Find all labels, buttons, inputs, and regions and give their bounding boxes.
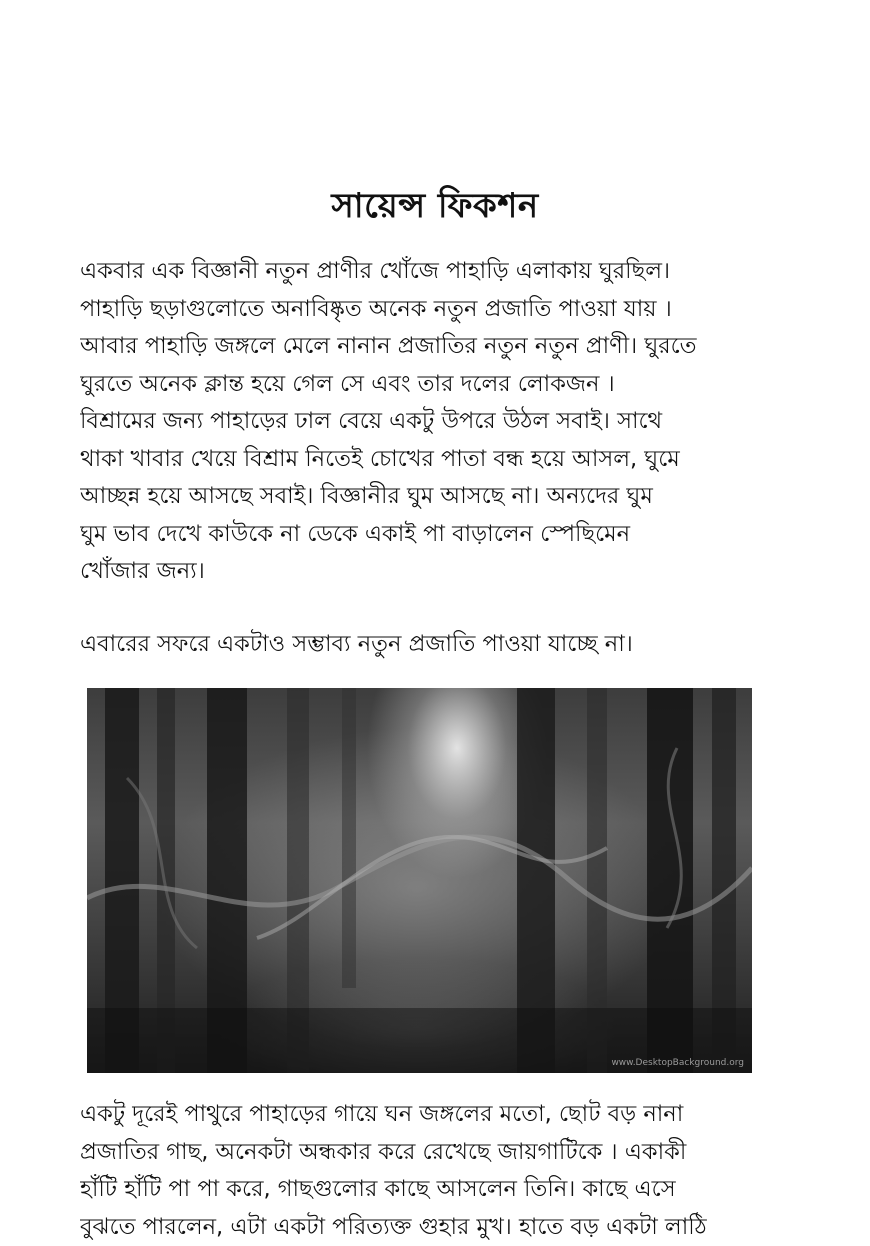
text-line: ঘুরতে অনেক ক্লান্ত হয়ে গেল সে এবং তার দলের লোকজন । [80,370,615,397]
forest-illustration [87,688,752,1073]
text-line: থাকা খাবার খেয়ে বিশ্রাম নিতেই চোখের পাতা বন্ধ হয়ে আসল, ঘুমে [80,445,680,472]
text-line: প্রজাতির গাছ, অনেকটা অন্ধকার করে রেখেছে জায়গাটিকে । একাকী [80,1138,687,1165]
text-line: ঘুম ভাব দেখে কাউকে না ডেকে একাই পা বাড়ালেন স্পেছিমেন [80,520,631,547]
chapter-title: সায়েন্স ফিকশন [331,186,539,226]
text-line: একটু দূরেই পাথুরে পাহাড়ের গায়ে ঘন জঙ্গলের মতো, ছোট বড় নানা [80,1101,684,1127]
text-line: হাঁটি হাঁটি পা পা করে, গাছগুলোর কাছে আসলেন তিনি। কাছে এসে [80,1176,676,1202]
text-line: এবারের সফরে একটাও সম্ভাব্য নতুন প্রজাতি পাওয়া যাচ্ছে না। [80,631,633,657]
forest-photo [87,688,752,1073]
text-line: বুঝতে পারলেন, এটা একটা পরিত্যক্ত গুহার মুখ। হাতে বড় একটা লাঠি [80,1213,707,1240]
text-line: পাহাড়ি ছড়াগুলোতে অনাবিষ্কৃত অনেক নতুন প্রজাতি পাওয়া যায় । [80,295,672,322]
paragraph-3 [80,1096,765,1246]
text-line: আবার পাহাড়ি জঙ্গলে মেলে নানান প্রজাতির নতুন নতুন প্রাণী। ঘুরতে [80,333,697,359]
image-watermark: www.DesktopBackground.org [611,1058,744,1068]
text-line: আচ্ছন্ন হয়ে আসছে সবাই। বিজ্ঞানীর ঘুম আসছে না। অন্যদের ঘুম [80,483,653,509]
paragraph-2 [80,626,760,664]
paragraph-1 [80,253,760,591]
text-line: খোঁজার জন্য। [80,558,205,584]
text-line: বিশ্রামের জন্য পাহাড়ের ঢাল বেয়ে একটু উপরে উঠল সবাই। সাথে [80,408,663,434]
text-line: একবার এক বিজ্ঞানী নতুন প্রাণীর খোঁজে পাহাড়ি এলাকায় ঘুরছিল। [80,258,671,284]
